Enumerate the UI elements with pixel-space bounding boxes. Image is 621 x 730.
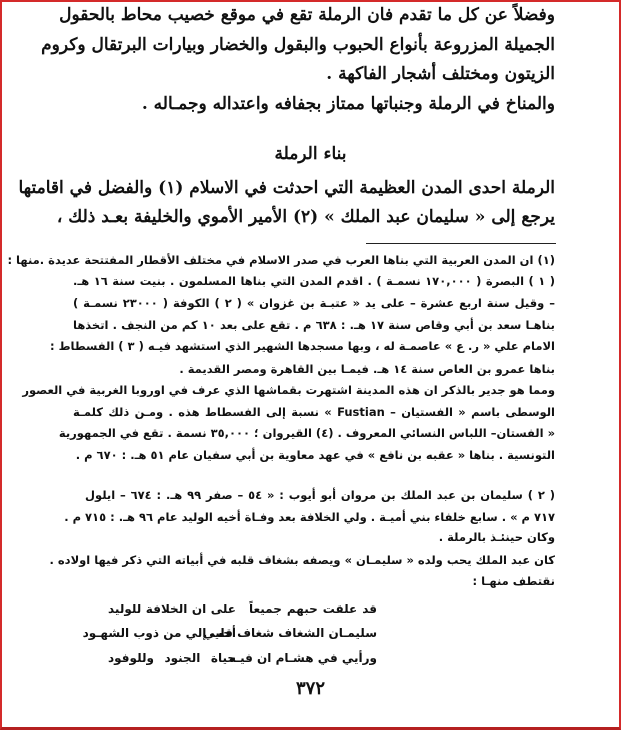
footnote-line: ٧١٧ م » . سابع خلفاء بني أميـة . ولي الخلافة بعد وفـاة أخيه الوليد عام ٩٦ هـ. : ٧١٥ م . — [64, 510, 555, 524]
body-line: والمناخ في الرملة وجنباتها ممتاز بجفافه واعتداله وجمـاله . — [141, 94, 555, 114]
section-heading: بناء الرملة — [274, 144, 347, 164]
body-line: وفضلاً عن كل ما تقدم فان الرملة تقع في موقع خصيب محاط بالحقول — [59, 5, 555, 25]
footnote-line: وكان حينئـذ بالرملة . — [438, 530, 555, 544]
verse-first-half: قد علقت حبهم جميعاً — [249, 602, 377, 616]
footnote-line: (١) ان المدن العربية التي بناها العرب في صدر الاسلام في مختلف الأقطار المفتتحة عديدة .منها : — [7, 253, 555, 267]
page-number: ٣٧٢ — [295, 678, 325, 699]
footnote-line: التونسية . بناها « عقبه بن نافع » في عهد معاوية بن أبي سفيان عام ٥١ هـ. : ٦٧٠ م . — [75, 448, 555, 462]
footnote-line: الوسطى باسم « الفستيان – Fustian » نسبة إلى الفسطاط هذه . ومـن ذلك كلمـة — [73, 405, 556, 419]
footnote-line: « الفستان– اللباس النسائي المعروف . (٤) القيروان ؛ ٣٥,٠٠٠ نسمة . تقع في الجمهورية — [58, 426, 555, 440]
footnote-line: – وقيل سنة اربع عشرة – على يد « عتبـة بن غزوان » ( ٢ ) الكوفة ( ٢٣٠٠٠ نسمـة ) — [73, 296, 555, 310]
footnote-line: نقتطف منهـا : — [472, 574, 555, 588]
footnote-line: الامام علي « ر. ع » عاصمـة له ، وبها مسجدها الشهير الذي استشهد فيـه ( ٣ ) الفسطاط : — [49, 339, 555, 353]
footnote-line: ومما هو جدير بالذكر ان هذه المدينة اشتهرت بقماشها الذي عرف في اوروبا الغربية في العصور — [22, 383, 555, 397]
verse-second-half: على ان الخلافة للوليد — [108, 602, 236, 616]
footnote-line: ( ١ ) البصرة ( ١٧٠,٠٠٠ نسمـة ) . اقدم المدن التي بناها المسلمون . بنيت سنة ١٦ هـ. — [73, 274, 556, 288]
body-line: الزيتون ومختلف أشجار الفاكهة . — [326, 64, 555, 84]
body-line: يرجع إلى « سليمان عبد الملك » (٢) الأمير الأموي والخليفة بعـد ذلك ، — [56, 207, 555, 227]
verse-first-half: ورأيي في هشـام ان فيـه — [228, 651, 377, 665]
footnote-line: ( ٢ ) سليمان بن عبد الملك بن مروان أبو أيوب : « ٥٤ – صفر ٩٩ هـ. : ٦٧٤ – ايلول — [85, 488, 555, 502]
verse-first-half: سليمـان الشغاف شغاف قلبي — [203, 626, 377, 640]
footnote-divider — [366, 243, 556, 244]
body-line: الجميلة المزروعة بأنواع الحبوب والبقول والخضار وبيارات البرتقال وكروم — [41, 35, 555, 55]
footnote-line: بناها عمرو بن العاص سنة ١٤ هـ. فيمـا بين القاهرة ومصر القديمة . — [179, 362, 555, 376]
verse-second-half: حياة الجنود وللوفود — [108, 651, 236, 665]
footnote-line: بناهـا سعد بن أبي وقاص سنة ١٧ هـ. : ٦٣٨ م . تقع على بعد ١٠ كم من النجف . اتخذها — [73, 318, 555, 332]
verse-second-half: أحب إلي من ذوب الشهـود — [82, 626, 236, 640]
body-line: الرملة احدى المدن العظيمة التي احدثت في الاسلام (١) والفضل في اقامتها — [18, 178, 555, 198]
footnote-line: كان عبد الملك يحب ولده « سليمـان » ويصفه بشغاف قلبه في أبياته التي ذكر فيها اولاده . — [49, 553, 555, 567]
